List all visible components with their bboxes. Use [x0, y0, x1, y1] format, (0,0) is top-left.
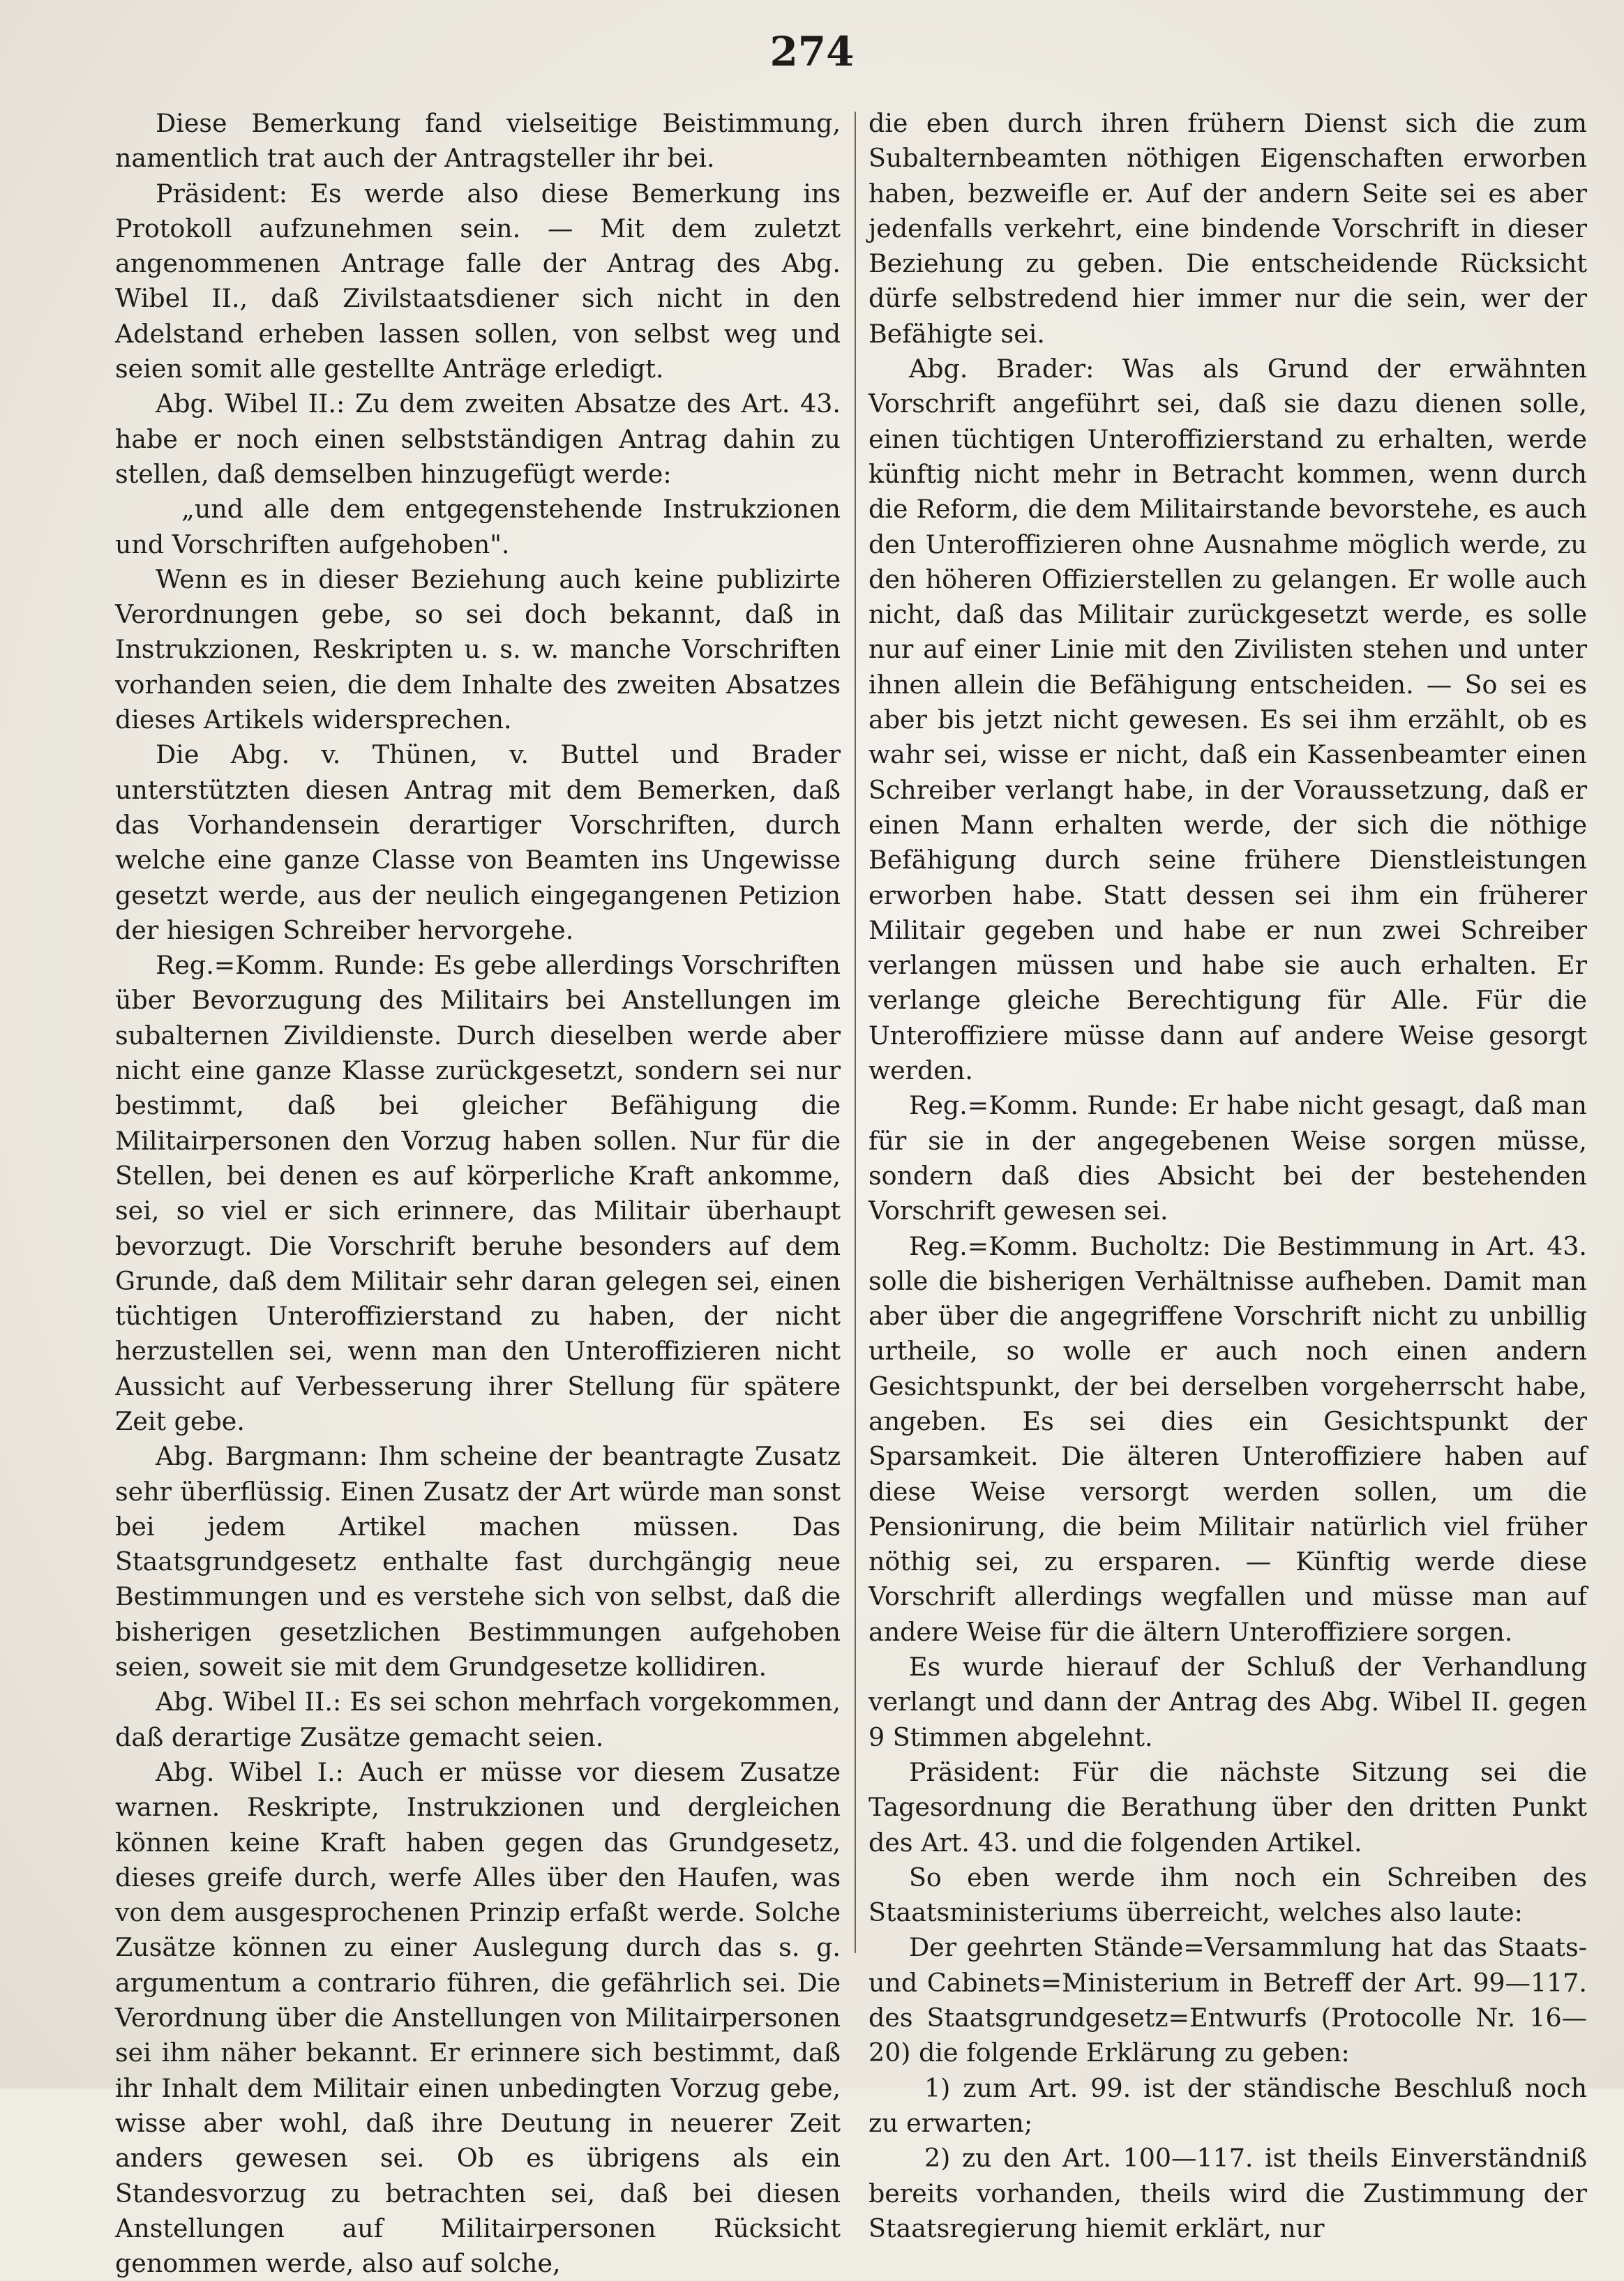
paragraph: Es wurde hierauf der Schluß der Verhandlung verlangt und dann der Antrag des Abg. Wibel II. gegen 9 Stimmen abgelehnt. — [869, 1652, 1587, 1752]
paragraph: Abg. Brader: Was als Grund der erwähnten Vorschrift angeführt sei, daß sie dazu dienen solle, einen tüchtigen Unteroffizierstand zu erhalten, werde künftig nicht mehr in Betracht kommen, wenn durch die Reform, die dem Militairstande bevorstehe, es auch den Unteroffizieren ohne Ausnahme möglich werde, zu den höheren Offizierstellen zu gelangen. Er wolle auch nicht, daß das Militair zurückgesetzt werde, es solle nur auf einer Linie mit den Zivilisten stehen und unter ihnen allein die Befähigung entscheiden. — So sei es aber bis jetzt nicht gewesen. Es sei ihm erzählt, ob es wahr sei, wisse er nicht, daß ein Kassenbeamter einen Schreiber verlangt habe, in der Voraussetzung, daß er einen Mann erhalten werde, der sich die nöthige Befähigung durch seine frühere Dienstleistungen erworben habe. Statt dessen sei ihm ein früherer Militair gegeben und habe er nun zwei Schreiber verlangen müssen und habe sie auch erhalten. Er verlange gleiche Berechtigung für Alle. Für die Unteroffiziere müsse dann auf andere Weise gesorgt werden. — [869, 354, 1587, 1086]
paragraph: Abg. Bargmann: Ihm scheine der beantragte Zusatz sehr überflüssig. Einen Zusatz der Art würde man sonst bei jedem Artikel machen müssen. Das Staatsgrundgesetz enthalte fast durchgängig neue Bestimmungen und es verstehe sich von selbst, daß die bisherigen gesetzlichen Bestimmungen aufgehoben seien, soweit sie mit dem Grundgesetze kollidiren. — [115, 1441, 841, 1682]
paragraph: Abg. Wibel I.: Auch er müsse vor diesem Zusatze warnen. Reskripte, Instrukzionen und dergleichen können keine Kraft haben gegen das Grundgesetz, dieses greife durch, werfe Alles über den Haufen, was von dem ausgesprochenen Prinzip erfaßt werde. Solche Zusätze können zu einer Auslegung durch das s. g. argumentum a contrario führen, die gefährlich sei. Die Verordnung über die Anstellungen von Militairpersonen sei ihm näher bekannt. Er erinnere sich bestimmt, daß ihr Inhalt dem Militair einen unbedingten Vorzug gebe, wisse aber wohl, daß ihre Deutung in neuerer Zeit anders gewesen sei. Ob es übrigens als ein Standesvorzug zu betrachten sei, daß bei diesen Anstellungen auf Militairpersonen Rücksicht genommen werde, also auf solche, — [115, 1756, 841, 2279]
paragraph: Wenn es in dieser Beziehung auch keine publizirte Verordnungen gebe, so sei doch bekannt, daß in Instrukzionen, Reskripten u. s. w. manche Vorschriften vorhanden seien, die dem Inhalte des zweiten Absatzes dieses Artikels widersprechen. — [115, 564, 841, 735]
list-item: 1) zum Art. 99. ist der ständische Beschluß noch zu erwarten; — [869, 2072, 1587, 2138]
paragraph: Präsident: Für die nächste Sitzung sei die Tagesordnung die Berathung über den dritten Punkt des Art. 43. und die folgenden Artikel. — [869, 1756, 1587, 1858]
right-column — [869, 106, 1587, 2246]
column-divider — [855, 112, 856, 1953]
paragraph: Reg.=Komm. Runde: Es gebe allerdings Vorschriften über Bevorzugung des Militairs bei Anstellungen im subalternen Zivildienste. Durch dieselben werde aber nicht eine ganze Klasse zurückgesetzt, sondern sei nur bestimmt, daß bei gleicher Befähigung die Militairpersonen den Vorzug haben sollen. Nur für die Stellen, bei denen es auf körperliche Kraft ankomme, sei, so viel er sich erinnere, das Militair überhaupt bevorzugt. Die Vorschrift beruhe besonders auf dem Grunde, daß dem Militair sehr daran gelegen sei, einen tüchtigen Unteroffizierstand zu haben, der nicht herzustellen sei, wenn man den Unteroffizieren nicht Aussicht auf Verbesserung ihrer Stellung für spätere Zeit gebe. — [115, 950, 841, 1436]
paragraph: Der geehrten Stände=Versammlung hat das Staats- und Cabinets=Ministerium in Betreff der Art. 99—117. des Staatsgrundgesetz=Entwurfs (Protocolle Nr. 16—20) die folgende Erklärung zu geben: — [869, 1932, 1587, 2068]
paragraph: Abg. Wibel II.: Zu dem zweiten Absatze des Art. 43. habe er noch einen selbstständigen Antrag dahin zu stellen, daß demselben hinzugefügt werde: — [115, 389, 841, 489]
paragraph: Diese Bemerkung fand vielseitige Beistimmung, namentlich trat auch der Antragsteller ihr bei. — [115, 108, 841, 174]
paragraph: Reg.=Komm. Bucholtz: Die Bestimmung in Art. 43. solle die bisherigen Verhältnisse aufheben. Damit man aber über die angegriffene Vorschrift nicht zu unbillig urtheile, so wolle er auch noch einen andern Gesichtspunkt, der bei derselben vorgeherrscht habe, angeben. Es sei dies ein Gesichtspunkt der Sparsamkeit. Die älteren Unteroffiziere haben auf diese Weise versorgt werden sollen, um die Pensionirung, die beim Militair natürlich viel früher nöthig sei, zu ersparen. — Künftig werde diese Vorschrift allerdings wegfallen und müsse man auf andere Weise für die ältern Unteroffiziere sorgen. — [869, 1230, 1587, 1647]
left-column — [115, 106, 841, 2281]
paragraph: So eben werde ihm noch ein Schreiben des Staatsministeriums überreicht, welches also laute: — [869, 1862, 1587, 1928]
quoted-motion: „und alle dem entgegenstehende Instrukzionen und Vorschriften aufgehoben". — [115, 494, 841, 559]
paragraph: Präsident: Es werde also diese Bemerkung ins Protokoll aufzunehmen sein. — Mit dem zuletzt angenommenen Antrage falle der Antrag des Abg. Wibel II., daß Zivilstaatsdiener sich nicht in den Adelstand erheben lassen sollen, von selbst weg und seien somit alle gestellte Anträge erledigt. — [115, 178, 841, 384]
paragraph: Die Abg. v. Thünen, v. Buttel und Brader unterstützten diesen Antrag mit dem Bemerken, daß das Vorhandensein derartiger Vorschriften, durch welche eine ganze Classe von Beamten ins Ungewisse gesetzt werde, aus der neulich eingegangenen Petizion der hiesigen Schreiber hervorgehe. — [115, 739, 841, 945]
paragraph: Reg.=Komm. Runde: Er habe nicht gesagt, daß man für sie in der angegebenen Weise sorgen müsse, sondern daß dies Absicht bei der bestehenden Vorschrift gewesen sei. — [869, 1090, 1587, 1226]
paragraph: Abg. Wibel II.: Es sei schon mehrfach vorgekommen, daß derartige Zusätze gemacht seien. — [115, 1687, 841, 1752]
list-item: 2) zu den Art. 100—117. ist theils Einverständniß bereits vorhanden, theils wird die Zustimmung der Staatsregierung hiemit erklärt, nur — [869, 2143, 1587, 2243]
paragraph: die eben durch ihren frühern Dienst sich die zum Subalternbeamten nöthigen Eigenschaften erworben haben, bezweifle er. Auf der andern Seite sei es aber jedenfalls verkehrt, eine bindende Vorschrift in dieser Beziehung zu geben. Die entscheidende Rücksicht dürfe selbstredend hier immer nur die sein, wer der Befähigte sei. — [869, 108, 1587, 349]
page-number: 274 — [769, 28, 855, 75]
